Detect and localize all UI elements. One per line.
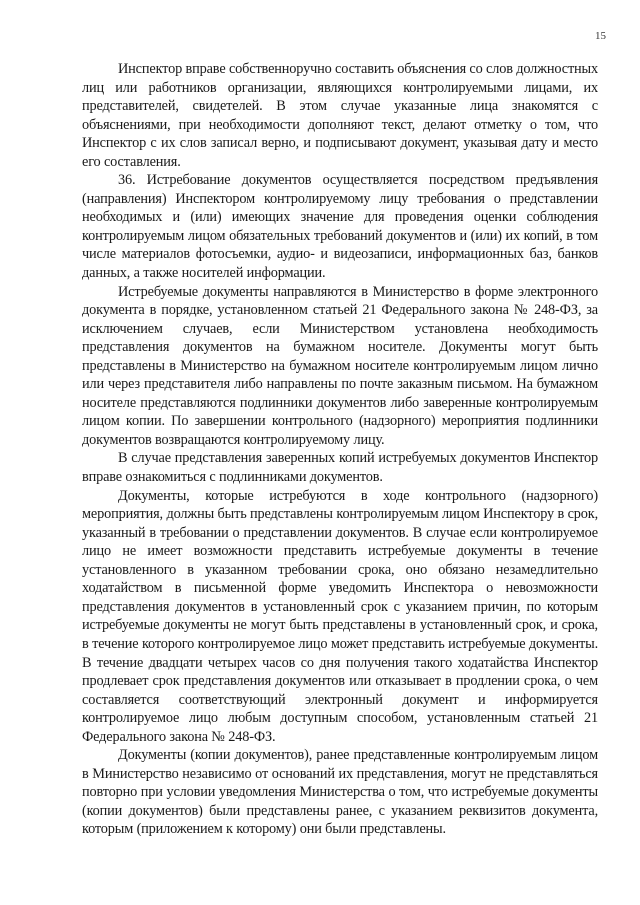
page-number: 15 xyxy=(595,30,606,42)
paragraph-explanations: Инспектор вправе собственноручно составить объяснения со слов должностных лиц или работников организации, являющихся контролируемыми лицами, их представителей, свидетелей. В этом случае указанные лица знакомятся с объяснениями, при необходимости дополняют текст, делают отметку о том, что Инспектор с их слов записал верно, и подписывают документ, указывая дату и место его составления. xyxy=(82,61,598,170)
paragraph-previously-submitted: Документы (копии документов), ранее представленные контролируемым лицом в Министерство независимо от оснований их представления, могут не представляться повторно при условии уведомления Министерства о том, что истребуемые документы (копии документов) были представлены ранее, с указанием реквизитов документа, которым (приложением к которому) они были представлены. xyxy=(82,747,598,838)
document-body xyxy=(82,60,598,839)
paragraph-certified-copies: В случае представления заверенных копий истребуемых документов Инспектор вправе ознакомиться с подлинниками документов. xyxy=(82,450,598,486)
paragraph-36-document-request: 36. Истребование документов осуществляется посредством предъявления (направления) Инспектором контролируемому лицу требования о представлении необходимых и (или) имеющих значение для проведения оценки соблюдения контролируемым лицом обязательных требований документов и (или) их копий, в том числе материалов фотосъемки, аудио- и видеозаписи, информационных баз, банков данных, а также носителей информации. xyxy=(82,172,598,282)
paragraph-submission-deadline: Документы, которые истребуются в ходе контрольного (надзорного) мероприятия, должны быть представлены контролируемым лицом Инспектору в срок, указанный в требовании о представлении документов. В случае если контролируемое лицо не имеет возможности представить истребуемые документы в течение установленного в указанном требовании срока, оно обязано незамедлительно ходатайством в письменной форме уведомить Инспектора о невозможности представления документов в установленный срок с указанием причин, по которым истребуемые документы не могут быть представлены в установленный срок, и срока, в течение которого контролируемое лицо может представить истребуемые документы. В течение двадцати четырех часов со дня получения такого ходатайства Инспектор продлевает срок представления документов или отказывает в продлении срока, о чем составляется соответствующий электронный документ и информируется контролируемое лицо любым доступным способом, установленным статьей 21 Федерального закона № 248-ФЗ. xyxy=(82,487,598,745)
paragraph-document-delivery: Истребуемые документы направляются в Министерство в форме электронного документа в порядке, установленном статьей 21 Федерального закона № 248-ФЗ, за исключением случаев, если Министерством установлена необходимость представления документов на бумажном носителе. Документы могут быть представлены в Министерство на бумажном носителе контролируемым лицом лично или через представителя либо направлены по почте заказным письмом. На бумажном носителе представляются подлинники документов либо заверенные контролируемым лицом копии. По завершении контрольного (надзорного) мероприятия подлинники документов возвращаются контролируемому лицу. xyxy=(82,283,598,448)
